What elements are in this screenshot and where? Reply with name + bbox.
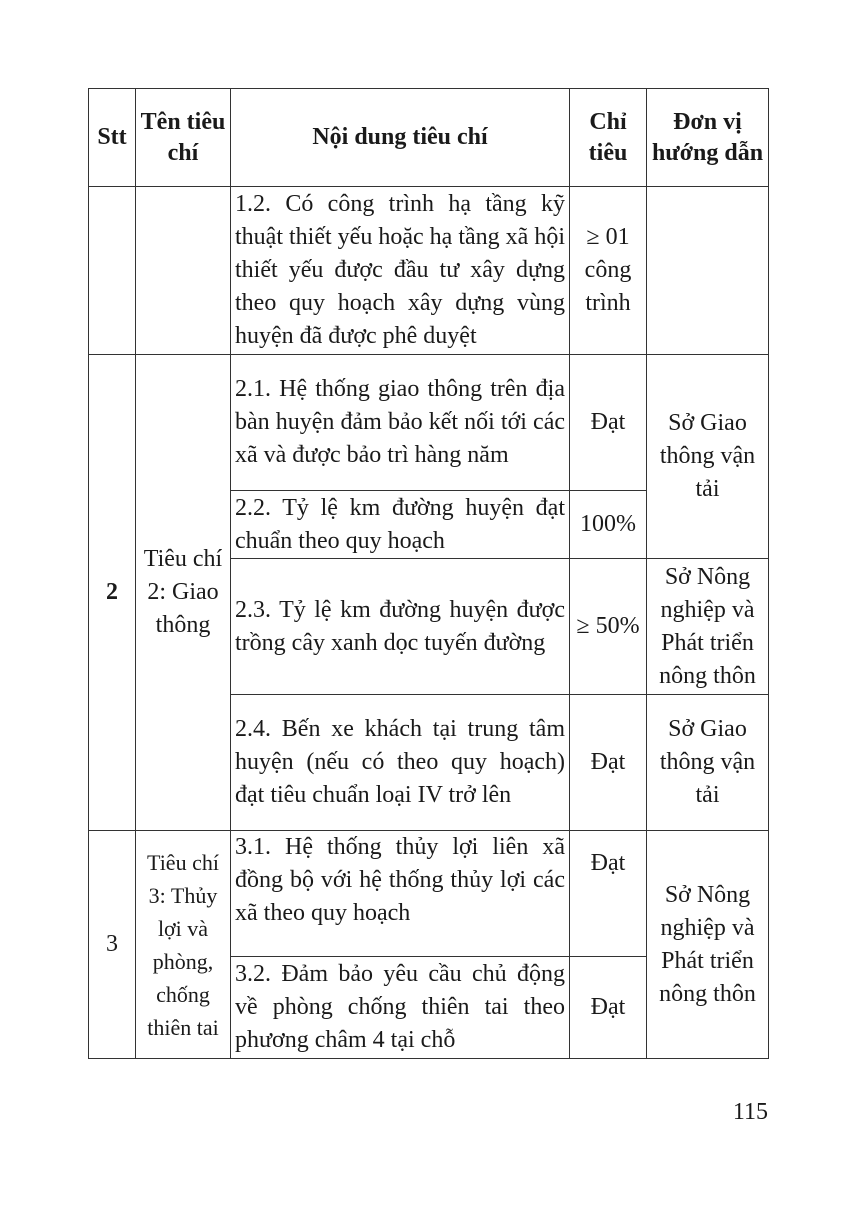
noi-dung-cell: 2.4. Bến xe khách tại trung tâm huyện (nếu có theo quy hoạch) đạt tiêu chuẩn loại IV trở lên [231, 695, 570, 831]
noi-dung-cell: 3.2. Đảm bảo yêu cầu chủ động về phòng chống thiên tai theo phương châm 4 tại chỗ [231, 957, 570, 1059]
header-ten-tieu-chi: Tên tiêu chí [136, 89, 231, 187]
header-noi-dung: Nội dung tiêu chí [231, 89, 570, 187]
stt-cell: 2 [89, 355, 136, 831]
don-vi-cell: Sở Giao thông vận tải [647, 695, 769, 831]
ten-cell [136, 187, 231, 355]
chi-tieu-cell: Đạt [570, 695, 647, 831]
don-vi-cell: Sở Nông nghiệp và Phát triển nông thôn [647, 559, 769, 695]
header-chi-tieu: Chỉ tiêu [570, 89, 647, 187]
header-don-vi: Đơn vị hướng dẫn [647, 89, 769, 187]
table-row [89, 831, 769, 957]
noi-dung-cell: 2.2. Tỷ lệ km đường huyện đạt chuẩn theo quy hoạch [231, 491, 570, 559]
don-vi-cell [647, 187, 769, 355]
don-vi-cell: Sở Nông nghiệp và Phát triển nông thôn [647, 831, 769, 1059]
stt-cell: 3 [89, 831, 136, 1059]
noi-dung-cell: 2.1. Hệ thống giao thông trên địa bàn huyện đảm bảo kết nối tới các xã và được bảo trì hàng năm [231, 355, 570, 491]
table-header-row [89, 89, 769, 187]
chi-tieu-cell: ≥ 50% [570, 559, 647, 695]
chi-tieu-cell: Đạt [570, 957, 647, 1059]
table-row [89, 355, 769, 491]
chi-tieu-cell: Đạt [570, 831, 647, 957]
ten-cell: Tiêu chí 3: Thủy lợi và phòng, chống thiên tai [136, 831, 231, 1059]
chi-tieu-cell: 100% [570, 491, 647, 559]
chi-tieu-cell: Đạt [570, 355, 647, 491]
criteria-table [88, 88, 769, 1059]
header-stt: Stt [89, 89, 136, 187]
don-vi-cell: Sở Giao thông vận tải [647, 355, 769, 559]
noi-dung-cell: 1.2. Có công trình hạ tầng kỹ thuật thiết yếu hoặc hạ tầng xã hội thiết yếu được đầu tư xây dựng theo quy hoạch xây dựng vùng huyện đã được phê duyệt [231, 187, 570, 355]
table-row [89, 187, 769, 355]
noi-dung-cell: 2.3. Tỷ lệ km đường huyện được trồng cây xanh dọc tuyến đường [231, 559, 570, 695]
ten-cell: Tiêu chí 2: Giao thông [136, 355, 231, 831]
noi-dung-cell: 3.1. Hệ thống thủy lợi liên xã đồng bộ với hệ thống thủy lợi các xã theo quy hoạch [231, 831, 570, 957]
page-number: 115 [732, 1099, 768, 1125]
chi-tieu-cell: ≥ 01 công trình [570, 187, 647, 355]
stt-cell [89, 187, 136, 355]
